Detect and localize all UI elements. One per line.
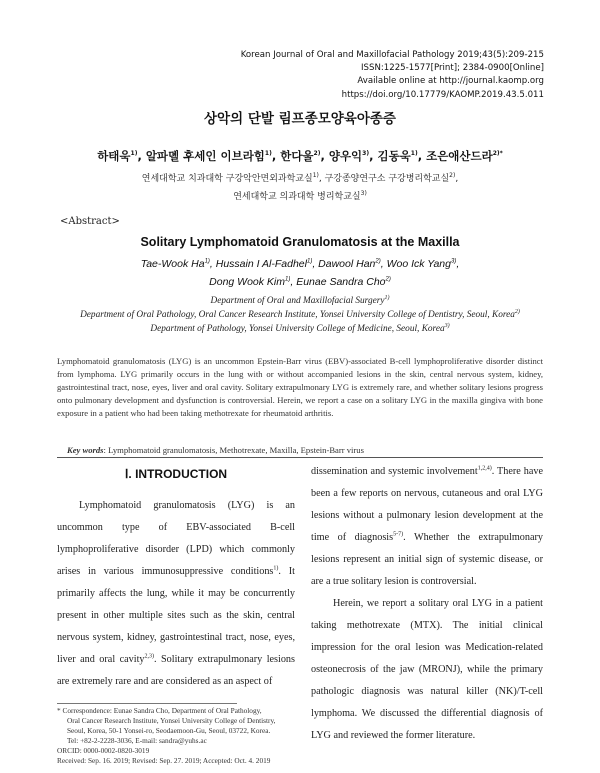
author-sup: 1)	[285, 276, 291, 283]
author-sup: 2)*	[492, 150, 503, 158]
aff-sup: 1)	[384, 294, 390, 301]
author-name: Hussain I Al-Fadhel	[215, 258, 307, 270]
author-sup: 2)	[375, 258, 381, 265]
author-name: 김동욱	[377, 149, 411, 163]
keywords-text: : Lymphomatoid granulomatosis, Methotrexate, Maxilla, Epstein-Barr virus	[103, 445, 364, 455]
author-name: 알파뎰 후세인 이브라힘	[145, 149, 265, 163]
author-sup: 2)	[385, 276, 391, 283]
author-sup: 1)	[264, 150, 272, 158]
citation-sup: 5-7)	[393, 531, 404, 538]
korean-affiliation-line2	[0, 189, 600, 202]
author-name: 하태욱	[97, 149, 131, 163]
author-sup: 2)	[313, 150, 321, 158]
intro-paragraph-2: Herein, we report a solitary oral LYG in a patient taking methotrexate (MTX). The initial clinical impression for the oral lesion was Medication-related osteonecrosis of the jaw (MRONJ), while the primary pathologic diagnosis was natural killer (NK)/T-cell lymphoma. We discussed the differential diagnosis of LYG and reviewed the former literature.	[311, 598, 543, 741]
abstract-label: <Abstract>	[60, 216, 120, 227]
korean-authors: 하태욱$^{1)}$, 알파뎰 후세인 이브라힘$^{1)}$, 한다울$^{2)}$, 양우익$^{3)}$, 김동욱$^{1)}$, 조은애산드라$^{2)*}$	[97, 149, 503, 163]
keywords-label: Key words	[67, 445, 104, 455]
korean-title: 상악의 단발 림프종모양육아종증	[204, 111, 396, 127]
correspondence-footnote	[57, 706, 297, 766]
author-sup: 3)	[450, 258, 457, 265]
author-name: 한다울	[280, 149, 314, 163]
author-name: Woo Ick Yang	[386, 258, 451, 270]
citation-sup: 1,2,4)	[477, 465, 492, 472]
text-run: . Whether the extrapulmonary lesions represent an initial sign of systemic disease, or are a true solitary lesion is controversial.	[311, 532, 543, 587]
abstract-text: Lymphomatoid granulomatosis (LYG) is an uncommon Epstein-Barr virus (EBV)-associated B-cell lymphoproliferative disorder distinct from lymphoma. LYG primarily occurs in the lung with or without accompanied lesions in the skin, central nervous system, kidney, gastrointestinal tract, nose, eyes, liver and oral cavity. Solitary extrapulmonary LYG is extremely rare, and whether solitary lesions progress onto pulmonary development and dysfunction is controversial. Herein, we report a case on a solitary LYG in the maxilla gingiva with bone exposure in a patient who had been taking methotrexate for rheumatoid arthritis.	[57, 356, 543, 418]
aff-sup: 3)	[444, 322, 450, 329]
english-affiliation-1	[0, 296, 600, 306]
text-run: dissemination and systemic involvement	[311, 466, 478, 477]
footnote-line: * Correspondence: Eunae Sandra Cho, Department of Oral Pathology,	[57, 706, 262, 715]
text-run: . Solitary extrapulmonary lesions are extremely rare and are considered as an aspect of	[57, 654, 295, 687]
journal-citation: Korean Journal of Oral and Maxillofacial Pathology 2019;43(5):209-215	[240, 50, 544, 60]
english-title: Solitary Lymphomatoid Granulomatosis at the Maxilla	[140, 235, 460, 249]
footnote-line: Seoul, Korea, 50-1 Yonsei-ro, Seodaemoon-Gu, Seoul, 03722, Korea.	[67, 726, 271, 735]
received-dates: Received: Sep. 16. 2019; Revised: Sep. 27. 2019; Accepted: Oct. 4. 2019	[57, 756, 271, 765]
english-affiliation-3	[0, 324, 600, 334]
author-sup: 3)	[362, 150, 370, 158]
korean-aff-1: 연세대학교 치과대학 구강악안면외과학교실	[141, 174, 313, 184]
english-authors-line1: Tae-Wook Ha$^{1)}$, Hussain I Al-Fadhel$^{1)}$, Dawool Han$^{2)}$, Woo Ick Yang$^{3)}$,	[140, 258, 460, 270]
author-name: Tae-Wook Ha	[140, 258, 205, 270]
intro-paragraph-1-cont	[311, 461, 543, 593]
aff-sup: 2)	[514, 308, 520, 315]
author-sup: 1)	[306, 258, 313, 265]
aff-text: Department of Oral and Maxillofacial Surgery	[210, 296, 385, 306]
text-run: Lymphomatoid granulomatosis (LYG) is an uncommon type of EBV-associated B-cell lymphoproliferative disorder (LPD) which commonly arises in various immunosuppressive conditions	[57, 500, 295, 577]
korean-affiliation-line1: 연세대학교 치과대학 구강악안면외과학교실$^{1)}$, 구강종양연구소 구강병리학교실$^{2)}$,	[141, 172, 459, 184]
korean-aff-3: 연세대학교 의과대학 병리학교실	[233, 192, 361, 202]
author-name: 양우익	[328, 149, 363, 163]
korean-aff-2: 구강종양연구소 구강병리학교실	[324, 174, 450, 184]
keywords	[67, 445, 364, 455]
intro-paragraph-1	[57, 495, 295, 693]
aff-sup: 1)	[312, 172, 319, 179]
citation-sup: 2,3)	[144, 653, 154, 660]
author-sup: 1)	[204, 258, 210, 265]
aff-text: Department of Pathology, Yonsei University College of Medicine, Seoul, Korea	[150, 324, 445, 334]
author-name: Dawool Han	[318, 258, 376, 270]
orcid: ORCID: 0000-0002-0820-3019	[57, 746, 150, 755]
journal-header	[241, 49, 544, 102]
doi-link[interactable]: https://doi.org/10.17779/KAOMP.2019.43.5.011	[341, 89, 544, 100]
author-name: 조은애산드라	[426, 149, 493, 163]
footnote-divider	[57, 703, 237, 704]
author-name: Eunae Sandra Cho	[296, 276, 386, 288]
issn: ISSN:1225-1577[Print]; 2384-0900[Online]	[361, 63, 544, 74]
left-column	[57, 495, 295, 693]
author-sup: 1)	[410, 150, 418, 158]
right-column	[311, 461, 543, 747]
text-run: . It primarily affects the lung, while it may be concurrently present in other multiple sites such as the skin, central nervous system, kidney, gastrointestinal tract, nose, eyes, liver and oral cavity	[57, 566, 295, 665]
aff-text: Department of Oral Pathology, Oral Cancer Research Institute, Yonsei University College of Dentistry, Seoul, Korea	[80, 310, 515, 320]
aff-sup: 2)	[449, 172, 456, 179]
english-authors-line2: Dong Wook Kim$^{1)}$, Eunae Sandra Cho$^{2)}$	[209, 276, 391, 288]
citation-sup: 1)	[273, 565, 279, 572]
author-sup: 1)	[130, 150, 138, 158]
english-affiliation-2	[0, 310, 600, 320]
footnote-email[interactable]: Tel: +82-2-2228-3036, E-mail: sandra@yuhs.ac	[67, 736, 207, 745]
available-online: Available online at http://journal.kaomp.org	[357, 76, 544, 87]
abstract-divider	[57, 457, 543, 458]
text-run: . There have been a few reports on nervous, cutaneous and oral LYG lesions without a pulmonary lesion development at the time of diagnosis	[311, 466, 543, 543]
aff-sup: 3)	[360, 190, 367, 197]
section-heading-introduction: Ⅰ. INTRODUCTION	[124, 467, 228, 481]
author-name: Dong Wook Kim	[209, 276, 285, 288]
footnote-line: Oral Cancer Research Institute, Yonsei University College of Dentistry,	[67, 716, 276, 725]
